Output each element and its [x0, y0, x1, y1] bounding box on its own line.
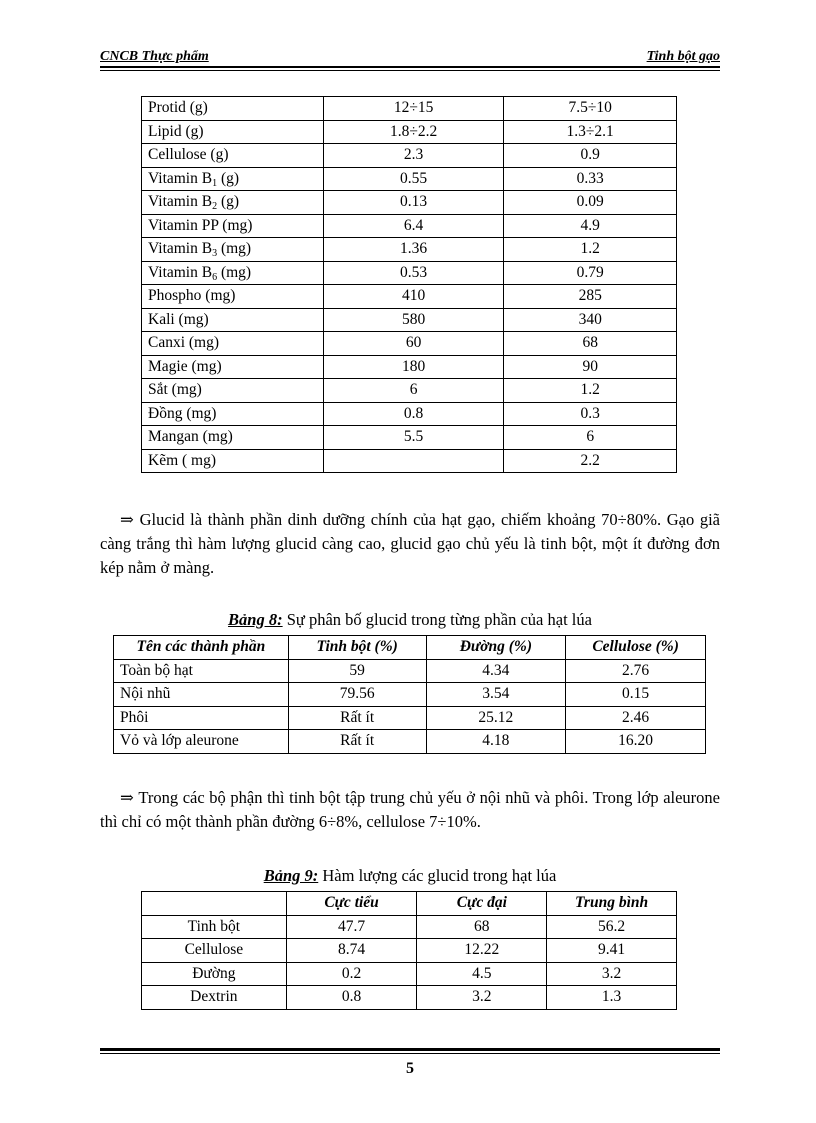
- column-header: [142, 892, 287, 916]
- value-cell-b: 1.2: [504, 238, 677, 262]
- nutrient-name-subscript: 6: [212, 271, 218, 283]
- value-cell-b: 6: [504, 426, 677, 450]
- value-cell-a: 5.5: [323, 426, 504, 450]
- value-cell: 16.20: [566, 730, 706, 754]
- nutrient-name-prefix: Vitamin B: [148, 169, 213, 187]
- nutrient-name-cell: Protid (g): [142, 97, 324, 121]
- table9-caption: [100, 866, 720, 886]
- nutrient-name-cell: Canxi (mg): [142, 332, 324, 356]
- value-cell-a: 0.55: [323, 167, 504, 191]
- table9-caption-title: Hàm lượng các glucid trong hạt lúa: [318, 866, 557, 885]
- value-cell: 2.76: [566, 659, 706, 683]
- nutrient-name-prefix: Vitamin B: [148, 263, 213, 281]
- table-row: [142, 191, 677, 215]
- nutrient-name-cell: Sắt (mg): [142, 379, 324, 403]
- table-row: [114, 683, 706, 707]
- value-cell: 4.18: [426, 730, 566, 754]
- value-cell-a: 1.36: [323, 238, 504, 262]
- nutrient-name-prefix: Vitamin B: [148, 193, 213, 211]
- glucid-content-header-row: [142, 892, 677, 916]
- value-cell: 3.2: [417, 986, 547, 1010]
- table-row: [142, 308, 677, 332]
- value-cell: 47.7: [286, 915, 417, 939]
- header-right-title: Tinh bột gạo: [646, 49, 720, 64]
- component-name-cell: Phôi: [114, 706, 289, 730]
- value-cell: 59: [288, 659, 426, 683]
- value-cell-b: 68: [504, 332, 677, 356]
- component-name-cell: Nội nhũ: [114, 683, 289, 707]
- table-row: [142, 355, 677, 379]
- nutrient-name-cell: Lipid (g): [142, 120, 324, 144]
- implies-arrow: ⇒: [120, 510, 134, 529]
- glucid-name-cell: Đường: [142, 962, 287, 986]
- component-name-cell: Vỏ và lớp aleurone: [114, 730, 289, 754]
- value-cell: 56.2: [547, 915, 677, 939]
- nutrient-name-suffix: (g): [217, 169, 240, 187]
- table-row: [114, 706, 706, 730]
- nutrient-name-subscript: 1: [212, 177, 218, 189]
- component-name-cell: Toàn bộ hạt: [114, 659, 289, 683]
- value-cell-a: 1.8÷2.2: [323, 120, 504, 144]
- value-cell: 1.3: [547, 986, 677, 1010]
- value-cell-a: [323, 449, 504, 473]
- value-cell-a: 0.53: [323, 261, 504, 285]
- nutrient-name-suffix: (mg): [217, 263, 252, 281]
- footer-rule-thin: [100, 1053, 720, 1054]
- table8-caption: [100, 610, 720, 630]
- nutrient-name-subscript: 2: [212, 201, 218, 213]
- table-row: [114, 730, 706, 754]
- table-row: [142, 426, 677, 450]
- value-cell: Rất ít: [288, 730, 426, 754]
- value-cell-a: 0.13: [323, 191, 504, 215]
- value-cell: 3.54: [426, 683, 566, 707]
- glucid-name-cell: Cellulose: [142, 939, 287, 963]
- value-cell: 0.8: [286, 986, 417, 1010]
- value-cell: 79.56: [288, 683, 426, 707]
- table-row: [142, 962, 677, 986]
- value-cell-a: 180: [323, 355, 504, 379]
- table8-caption-label: Bảng 8:: [228, 610, 283, 629]
- glucid-distribution-table-body: [114, 659, 706, 753]
- value-cell-a: 60: [323, 332, 504, 356]
- table-row: [142, 238, 677, 262]
- value-cell: 0.2: [286, 962, 417, 986]
- value-cell-b: 0.33: [504, 167, 677, 191]
- value-cell: 2.46: [566, 706, 706, 730]
- table-row: [142, 144, 677, 168]
- table-row: [142, 120, 677, 144]
- table8-caption-title: Sự phân bố glucid trong từng phần của hạt lúa: [282, 610, 592, 629]
- value-cell: 4.34: [426, 659, 566, 683]
- column-header: Trung bình: [547, 892, 677, 916]
- value-cell-a: 410: [323, 285, 504, 309]
- nutrient-name-cell: Kẽm ( mg): [142, 449, 324, 473]
- nutrient-name-suffix: (g): [217, 193, 240, 211]
- nutrient-name-cell: Vitamin PP (mg): [142, 214, 324, 238]
- paragraph-glucid: [100, 508, 720, 580]
- header-rule: [100, 66, 720, 68]
- table-row: [142, 939, 677, 963]
- value-cell-b: 4.9: [504, 214, 677, 238]
- glucid-distribution-header-row: [114, 636, 706, 660]
- table-row: [142, 97, 677, 121]
- nutrient-name-cell: [142, 191, 324, 215]
- value-cell: Rất ít: [288, 706, 426, 730]
- value-cell: 0.15: [566, 683, 706, 707]
- column-header: Tên các thành phần: [114, 636, 289, 660]
- paragraph-starch-text: Trong các bộ phận thì tinh bột tập trung chủ yếu ở nội nhũ và phôi. Trong lớp aleurone thì chỉ có một thành phần đường 6÷8%, cellulose 7÷10%.: [100, 788, 720, 831]
- nutrient-name-cell: Cellulose (g): [142, 144, 324, 168]
- value-cell-b: 0.3: [504, 402, 677, 426]
- glucid-distribution-table: [113, 635, 706, 754]
- table-row: [142, 332, 677, 356]
- column-header: Tinh bột (%): [288, 636, 426, 660]
- value-cell: 9.41: [547, 939, 677, 963]
- nutrient-name-cell: [142, 261, 324, 285]
- column-header: Đường (%): [426, 636, 566, 660]
- header-left-title: CNCB Thực phẩm: [100, 49, 209, 64]
- table-row: [142, 986, 677, 1010]
- value-cell-b: 2.2: [504, 449, 677, 473]
- footer-rule: [100, 1048, 720, 1051]
- value-cell-b: 340: [504, 308, 677, 332]
- nutrient-name-subscript: 3: [212, 248, 218, 260]
- nutrition-table: [141, 96, 677, 473]
- nutrient-name-cell: [142, 167, 324, 191]
- value-cell-b: 7.5÷10: [504, 97, 677, 121]
- value-cell: 25.12: [426, 706, 566, 730]
- glucid-content-table: [141, 891, 677, 1010]
- glucid-name-cell: Tinh bột: [142, 915, 287, 939]
- table-row: [142, 285, 677, 309]
- page-number: 5: [406, 1060, 414, 1077]
- column-header: Cellulose (%): [566, 636, 706, 660]
- nutrient-name-cell: Magie (mg): [142, 355, 324, 379]
- nutrient-name-suffix: (mg): [217, 240, 252, 258]
- page-header: [100, 49, 720, 67]
- value-cell-b: 1.3÷2.1: [504, 120, 677, 144]
- value-cell-a: 6.4: [323, 214, 504, 238]
- value-cell: 3.2: [547, 962, 677, 986]
- nutrient-name-cell: Đồng (mg): [142, 402, 324, 426]
- value-cell: 8.74: [286, 939, 417, 963]
- table-row: [142, 167, 677, 191]
- table-row: [142, 379, 677, 403]
- column-header: Cực đại: [417, 892, 547, 916]
- value-cell-a: 580: [323, 308, 504, 332]
- table-row: [142, 402, 677, 426]
- value-cell-a: 6: [323, 379, 504, 403]
- value-cell-b: 0.9: [504, 144, 677, 168]
- paragraph-starch: [100, 786, 720, 834]
- nutrient-name-cell: Kali (mg): [142, 308, 324, 332]
- value-cell-b: 285: [504, 285, 677, 309]
- implies-arrow: ⇒: [120, 788, 134, 807]
- value-cell: 12.22: [417, 939, 547, 963]
- column-header: Cực tiểu: [286, 892, 417, 916]
- nutrient-name-cell: Phospho (mg): [142, 285, 324, 309]
- nutrient-name-cell: Mangan (mg): [142, 426, 324, 450]
- table-row: [142, 449, 677, 473]
- nutrient-name-cell: [142, 238, 324, 262]
- value-cell: 68: [417, 915, 547, 939]
- value-cell-b: 0.79: [504, 261, 677, 285]
- nutrition-table-body: [142, 97, 677, 473]
- value-cell-b: 0.09: [504, 191, 677, 215]
- table-row: [142, 261, 677, 285]
- paragraph-glucid-text: Glucid là thành phần dinh dưỡng chính của hạt gạo, chiếm khoảng 70÷80%. Gạo giã càng trắng thì hàm lượng glucid càng cao, glucid gạo chủ yếu là tinh bột, một ít đường đơn kép nằm ở màng.: [100, 510, 721, 577]
- table-row: [142, 915, 677, 939]
- value-cell-a: 12÷15: [323, 97, 504, 121]
- glucid-content-table-body: [142, 915, 677, 1009]
- value-cell: 4.5: [417, 962, 547, 986]
- value-cell-a: 2.3: [323, 144, 504, 168]
- value-cell-a: 0.8: [323, 402, 504, 426]
- nutrient-name-prefix: Vitamin B: [148, 240, 213, 258]
- glucid-name-cell: Dextrin: [142, 986, 287, 1010]
- table-row: [142, 214, 677, 238]
- table-row: [114, 659, 706, 683]
- value-cell-b: 1.2: [504, 379, 677, 403]
- header-rule-thin: [100, 70, 720, 71]
- value-cell-b: 90: [504, 355, 677, 379]
- table9-caption-label: Bảng 9:: [263, 866, 319, 885]
